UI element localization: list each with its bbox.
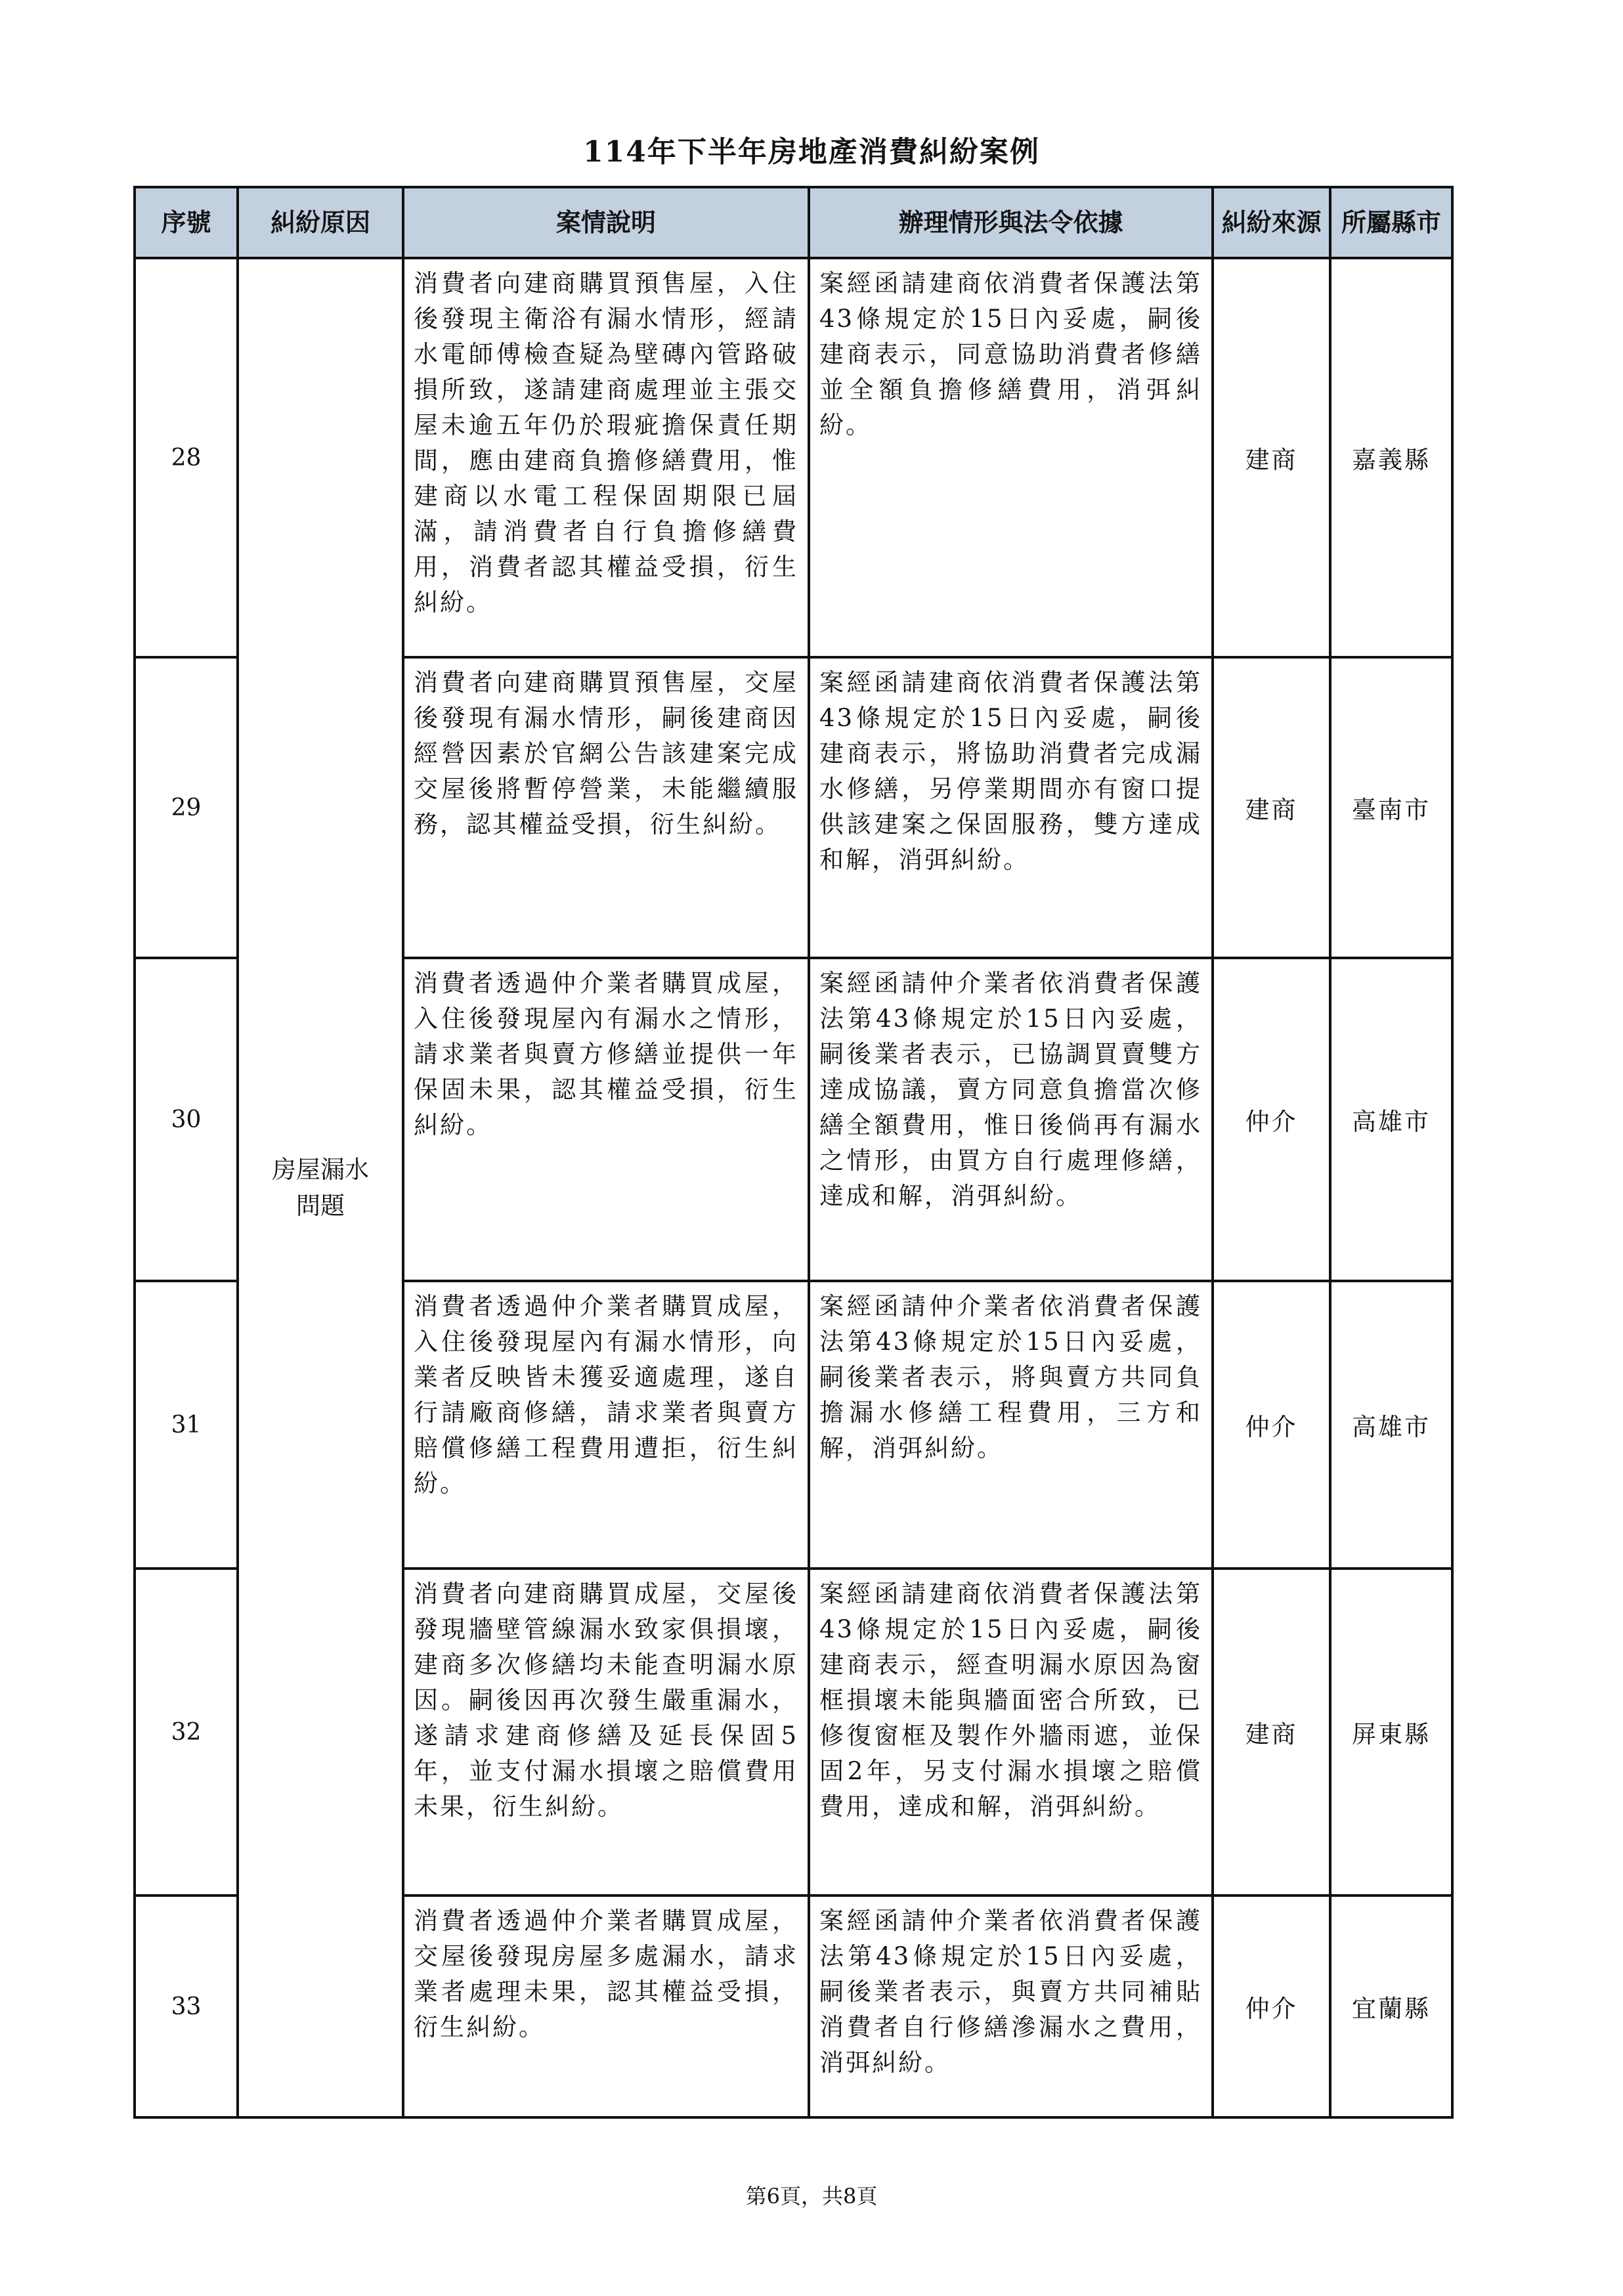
row-description: 消費者向建商購買預售屋，入住後發現主衛浴有漏水情形，經請水電師傅檢查疑為壁磚內管路破損所致，遂請建商處理並主張交屋未逾五年仍於瑕疵擔保責任期間，應由建商負擔修繕費用，惟建商以水電工程保固期限已屆滿，請消費者自行負擔修繕費用，消費者認其權益受損，衍生糾紛。 bbox=[403, 258, 809, 657]
header-handling: 辦理情形與法令依據 bbox=[809, 187, 1213, 258]
header-county: 所屬縣市 bbox=[1330, 187, 1452, 258]
row-description: 消費者向建商購買成屋，交屋後發現牆壁管線漏水致家俱損壞，建商多次修繕均未能查明漏水原因。嗣後因再次發生嚴重漏水，遂請求建商修繕及延長保固5年，並支付漏水損壞之賠償費用未果，衍生糾紛。 bbox=[403, 1569, 809, 1895]
header-description: 案情說明 bbox=[403, 187, 809, 258]
row-county: 臺南市 bbox=[1330, 657, 1452, 958]
row-county: 宜蘭縣 bbox=[1330, 1895, 1452, 2117]
row-seq: 28 bbox=[135, 258, 238, 657]
row-source: 建商 bbox=[1213, 657, 1330, 958]
row-handling: 案經函請建商依消費者保護法第43條規定於15日內妥處，嗣後建商表示，將協助消費者完成漏水修繕，另停業期間亦有窗口提供該建案之保固服務，雙方達成和解，消弭糾紛。 bbox=[809, 657, 1213, 958]
row-county: 屏東縣 bbox=[1330, 1569, 1452, 1895]
row-source: 仲介 bbox=[1213, 1895, 1330, 2117]
row-handling: 案經函請仲介業者依消費者保護法第43條規定於15日內妥處，嗣後業者表示，與賣方共同補貼消費者自行修繕滲漏水之費用，消弭糾紛。 bbox=[809, 1895, 1213, 2117]
row-seq: 31 bbox=[135, 1281, 238, 1569]
row-description: 消費者透過仲介業者購買成屋，入住後發現屋內有漏水之情形，請求業者與賣方修繕並提供一年保固未果，認其權益受損，衍生糾紛。 bbox=[403, 958, 809, 1281]
row-seq: 33 bbox=[135, 1895, 238, 2117]
row-county: 高雄市 bbox=[1330, 958, 1452, 1281]
row-county: 嘉義縣 bbox=[1330, 258, 1452, 657]
row-description: 消費者透過仲介業者購買成屋，入住後發現屋內有漏水情形，向業者反映皆未獲妥適處理，遂自行請廠商修繕，請求業者與賣方賠償修繕工程費用遭拒，衍生糾紛。 bbox=[403, 1281, 809, 1569]
row-source: 仲介 bbox=[1213, 958, 1330, 1281]
header-seq: 序號 bbox=[135, 187, 238, 258]
page-footer: 第6頁，共8頁 bbox=[745, 2184, 878, 2209]
row-handling: 案經函請仲介業者依消費者保護法第43條規定於15日內妥處，嗣後業者表示，已協調買賣雙方達成協議，賣方同意負擔當次修繕全額費用，惟日後倘再有漏水之情形，由買方自行處理修繕，達成和解，消弭糾紛。 bbox=[809, 958, 1213, 1281]
row-seq: 32 bbox=[135, 1569, 238, 1895]
row-source: 仲介 bbox=[1213, 1281, 1330, 1569]
header-reason: 糾紛原因 bbox=[238, 187, 403, 258]
row-description: 消費者向建商購買預售屋，交屋後發現有漏水情形，嗣後建商因經營因素於官網公告該建案完成交屋後將暫停營業，未能繼續服務，認其權益受損，衍生糾紛。 bbox=[403, 657, 809, 958]
reason-group-cell: 房屋漏水問題 bbox=[238, 258, 403, 2117]
table-row bbox=[135, 258, 1452, 657]
header-source: 糾紛來源 bbox=[1213, 187, 1330, 258]
table-header-row bbox=[135, 187, 1452, 258]
row-source: 建商 bbox=[1213, 258, 1330, 657]
row-handling: 案經函請仲介業者依消費者保護法第43條規定於15日內妥處，嗣後業者表示，將與賣方共同負擔漏水修繕工程費用，三方和解，消弭糾紛。 bbox=[809, 1281, 1213, 1569]
row-handling: 案經函請建商依消費者保護法第43條規定於15日內妥處，嗣後建商表示，經查明漏水原因為窗框損壞未能與牆面密合所致，已修復窗框及製作外牆雨遮，並保固2年，另支付漏水損壞之賠償費用，達成和解，消弭糾紛。 bbox=[809, 1569, 1213, 1895]
page-title: 114年下半年房地產消費糾紛案例 bbox=[583, 135, 1040, 169]
row-seq: 29 bbox=[135, 657, 238, 958]
row-source: 建商 bbox=[1213, 1569, 1330, 1895]
row-handling: 案經函請建商依消費者保護法第43條規定於15日內妥處，嗣後建商表示，同意協助消費者修繕並全額負擔修繕費用，消弭糾紛。 bbox=[809, 258, 1213, 657]
row-description: 消費者透過仲介業者購買成屋，交屋後發現房屋多處漏水，請求業者處理未果，認其權益受損，衍生糾紛。 bbox=[403, 1895, 809, 2117]
case-table bbox=[133, 186, 1454, 2119]
row-county: 高雄市 bbox=[1330, 1281, 1452, 1569]
row-seq: 30 bbox=[135, 958, 238, 1281]
